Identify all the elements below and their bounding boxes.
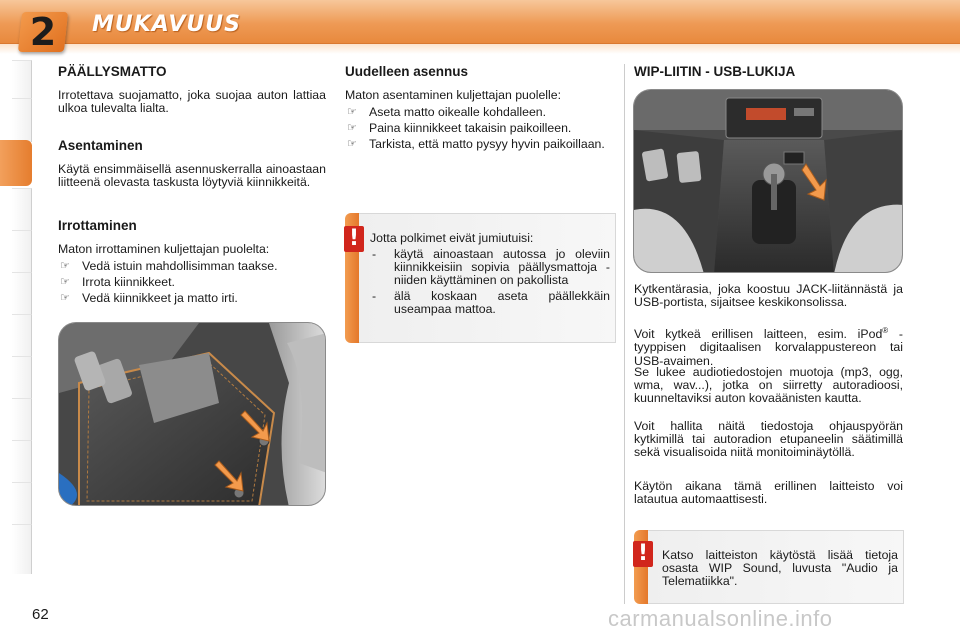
chapter-tab-2[interactable]: [12, 98, 32, 142]
list-item: ☞ Tarkista, että matto pysyy hyvin paikoillaan.: [347, 137, 605, 152]
chapter-tab-11[interactable]: [12, 524, 32, 574]
chapter-number: 2: [29, 10, 57, 54]
header-sweep: [0, 44, 960, 54]
chapter-tab-9[interactable]: [12, 440, 32, 484]
wip-para-4: Voit hallita näitä tiedostoja ohjauspyörän kytkimillä tai autoradion etupaneelin säätimillä sekä visualisoida niitä monitoiminäytöllä.: [634, 419, 903, 460]
list-item: ☞ Paina kiinnikkeet takaisin paikoilleen.: [347, 121, 572, 136]
watermark: carmanualsonline.info: [608, 606, 833, 631]
chapter-tab-6[interactable]: [12, 314, 32, 358]
removal-steps: [58, 260, 326, 309]
subsection-title-fitting: Asentaminen: [58, 138, 143, 153]
console-photo: [633, 89, 903, 273]
wip-para-3: Se lukee audiotiedostojen muotoja (mp3, ogg, wma, wav...), jotka on siirretty autoradioosi, kuunneltaviksi auton kovaäänisten kautta.: [634, 365, 903, 406]
chapter-tab-10[interactable]: [12, 482, 32, 526]
pointing-hand-icon: ☞: [60, 292, 70, 305]
list-item: - käytä ainoastaan autossa jo oleviin kiinnikkeisiin sopivia päällysmattoja - niiden käyttäminen on pakollista: [372, 247, 610, 288]
pedal-warning-list: [370, 248, 610, 318]
pedal-warning-heading: Jotta polkimet eivät jumiutuisi:: [370, 231, 534, 245]
list-item: ☞ Aseta matto oikealle kohdalleen.: [347, 105, 547, 119]
removal-intro: Maton irrottaminen kuljettajan puolelta:: [58, 242, 270, 256]
page-number: 62: [32, 606, 49, 623]
chapter-tab-strip: [0, 60, 32, 580]
list-item: ☞ Irrota kiinnikkeet.: [60, 275, 175, 290]
pointing-hand-icon: ☞: [347, 122, 357, 135]
list-item: ☞ Vedä kiinnikkeet ja matto irti.: [60, 291, 238, 306]
chapter-title: MUKAVUUS: [92, 12, 241, 37]
refitting-steps: [345, 106, 615, 155]
section-title-wip-usb: WIP-LIITIN - USB-LUKIJA: [634, 64, 796, 79]
pointing-hand-icon: ☞: [347, 106, 357, 118]
chapter-tab-3[interactable]: [12, 188, 32, 232]
chapter-tab-active[interactable]: [0, 140, 32, 186]
warning-exclamation-icon: !: [344, 226, 364, 252]
wip-info-text: Katso laitteiston käytöstä lisää tietoja osasta WIP Sound, luvusta "Audio ja Telematiikka".: [662, 548, 898, 589]
pointing-hand-icon: ☞: [347, 138, 357, 151]
refitting-intro: Maton asentaminen kuljettajan puolelle:: [345, 88, 562, 102]
pointing-hand-icon: ☞: [60, 260, 70, 272]
chapter-tab-8[interactable]: [12, 398, 32, 442]
floor-mat-photo: [58, 322, 326, 506]
wip-para-5: Käytön aikana tämä erillinen laitteisto voi latautua automaattisesti.: [634, 479, 903, 507]
fitting-text: Käytä ensimmäisellä asennuskerralla ainoastaan liitteenä olevasta taskusta löytyviä kiinnikkeitä.: [58, 162, 326, 190]
chapter-tab-7[interactable]: [12, 356, 32, 400]
column-divider: [624, 64, 625, 604]
floor-mat-intro: Irrotettava suojamatto, joka suojaa auton lattiaa ulkoa tulevalta lialta.: [58, 88, 326, 116]
warning-exclamation-icon: !: [633, 541, 653, 567]
pointing-hand-icon: ☞: [60, 276, 70, 289]
subsection-title-removal: Irrottaminen: [58, 218, 137, 233]
wip-para-2: Voit kytkeä erillisen laitteen, esim. iPod® -tyyppisen digitaalisen korvalappustereon tai USB-avaimen.: [634, 326, 903, 368]
wip-para-1: Kytkentärasia, joka koostuu JACK-liitännästä ja USB-portista, sijaitsee keskikonsolissa.: [634, 282, 903, 310]
chapter-tab-4[interactable]: [12, 230, 32, 274]
list-item: - älä koskaan aseta päällekkäin useampaa mattoa.: [372, 288, 610, 316]
section-title-floor-mat: PÄÄLLYSMATTO: [58, 64, 167, 79]
list-item: ☞ Vedä istuin mahdollisimman taakse.: [60, 259, 278, 273]
chapter-tab-5[interactable]: [12, 272, 32, 316]
section-title-refitting: Uudelleen asennus: [345, 64, 469, 79]
